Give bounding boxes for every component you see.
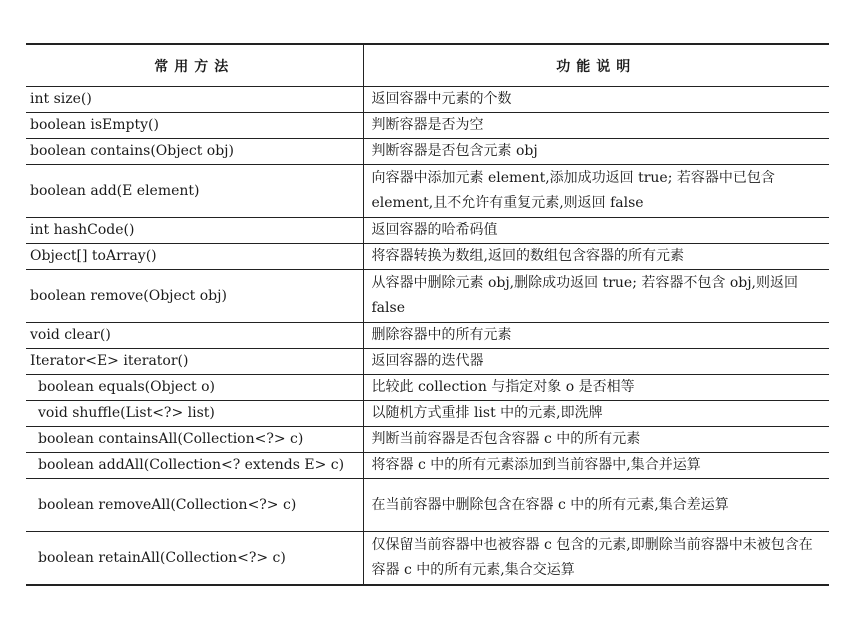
table-row — [26, 453, 829, 479]
table-row — [26, 349, 829, 375]
collection-methods-table — [26, 43, 829, 586]
table-row — [26, 244, 829, 270]
methods-table-container — [26, 43, 829, 586]
method-cell: boolean remove(Object obj) — [26, 270, 363, 323]
method-cell: boolean add(E element) — [26, 165, 363, 218]
method-cell: boolean removeAll(Collection<?> c) — [26, 479, 363, 532]
header-row — [26, 44, 829, 87]
method-cell: boolean retainAll(Collection<?> c) — [26, 532, 363, 586]
method-cell: void shuffle(List<?> list) — [26, 401, 363, 427]
table-row — [26, 401, 829, 427]
description-cell: 比较此 collection 与指定对象 o 是否相等 — [363, 375, 829, 401]
table-row — [26, 323, 829, 349]
description-column-header: 功能说明 — [363, 44, 829, 87]
description-cell: 返回容器的迭代器 — [363, 349, 829, 375]
table-header — [26, 44, 829, 87]
method-cell: boolean addAll(Collection<? extends E> c) — [26, 453, 363, 479]
description-cell: 向容器中添加元素 element,添加成功返回 true; 若容器中已包含 element,且不允许有重复元素,则返回 false — [363, 165, 829, 218]
table-row — [26, 270, 829, 323]
description-cell: 仅保留当前容器中也被容器 c 包含的元素,即删除当前容器中未被包含在容器 c 中的所有元素,集合交运算 — [363, 532, 829, 586]
description-cell: 判断当前容器是否包含容器 c 中的所有元素 — [363, 427, 829, 453]
table-row — [26, 427, 829, 453]
method-cell: boolean isEmpty() — [26, 113, 363, 139]
description-cell: 删除容器中的所有元素 — [363, 323, 829, 349]
method-cell: boolean containsAll(Collection<?> c) — [26, 427, 363, 453]
table-row — [26, 375, 829, 401]
description-cell: 从容器中删除元素 obj,删除成功返回 true; 若容器不包含 obj,则返回 false — [363, 270, 829, 323]
method-cell: void clear() — [26, 323, 363, 349]
method-cell: int hashCode() — [26, 218, 363, 244]
description-cell: 判断容器是否为空 — [363, 113, 829, 139]
description-cell: 在当前容器中删除包含在容器 c 中的所有元素,集合差运算 — [363, 479, 829, 532]
method-cell: boolean equals(Object o) — [26, 375, 363, 401]
table-row — [26, 139, 829, 165]
method-cell: int size() — [26, 87, 363, 113]
description-cell: 将容器 c 中的所有元素添加到当前容器中,集合并运算 — [363, 453, 829, 479]
description-cell: 判断容器是否包含元素 obj — [363, 139, 829, 165]
table-row — [26, 165, 829, 218]
method-cell: boolean contains(Object obj) — [26, 139, 363, 165]
table-row — [26, 113, 829, 139]
description-cell: 返回容器中元素的个数 — [363, 87, 829, 113]
description-cell: 将容器转换为数组,返回的数组包含容器的所有元素 — [363, 244, 829, 270]
method-cell: Iterator<E> iterator() — [26, 349, 363, 375]
table-row — [26, 532, 829, 586]
table-row — [26, 87, 829, 113]
table-body — [26, 87, 829, 586]
table-row — [26, 479, 829, 532]
description-cell: 以随机方式重排 list 中的元素,即洗牌 — [363, 401, 829, 427]
table-row — [26, 218, 829, 244]
description-cell: 返回容器的哈希码值 — [363, 218, 829, 244]
method-column-header: 常用方法 — [26, 44, 363, 87]
method-cell: Object[] toArray() — [26, 244, 363, 270]
